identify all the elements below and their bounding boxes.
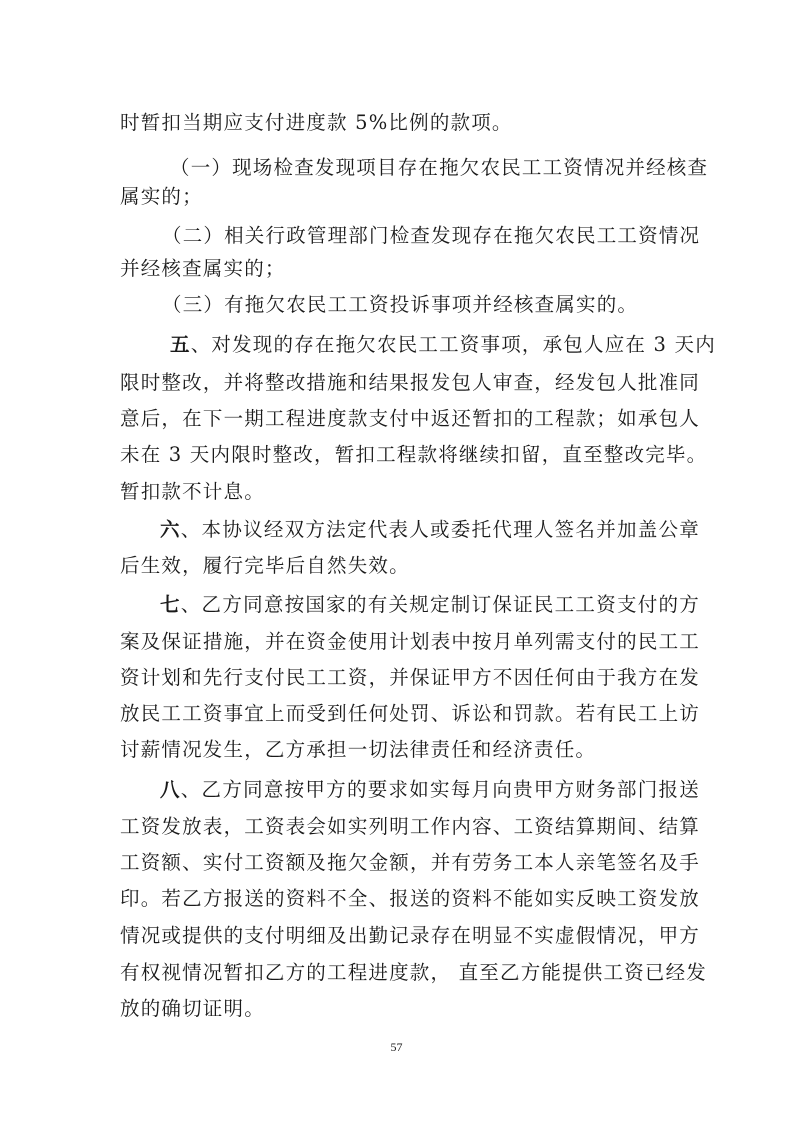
clause-five: 五、对发现的存在拖欠农民工工资事项，承包人应在 3 天内	[170, 333, 716, 356]
text-line: 未在 3 天内限时整改，暂扣工程款将继续扣留，直至整改完毕。	[120, 443, 708, 466]
text-line: 时暂扣当期应支付进度款 5%比例的款项。	[120, 111, 513, 134]
text-line: 情况或提供的支付明细及出勤记录存在明显不实虚假情况，甲方	[120, 924, 700, 947]
text-line: 案及保证措施，并在资金使用计划表中按月单列需支付的民工工	[120, 630, 700, 653]
clause-eight-heading: 八	[160, 778, 181, 801]
clause-five-heading: 五	[170, 333, 191, 356]
list-item-3: （三）有拖欠农民工工资投诉事项并经核查属实的。	[162, 293, 639, 316]
text-line: 工资发放表，工资表会如实列明工作内容、工资结算期间、结算	[120, 815, 700, 838]
text-line: 有权视情况暂扣乙方的工程进度款， 直至乙方能提供工资已经发	[120, 961, 707, 984]
list-item-1: （一）现场检查发现项目存在拖欠农民工工资情况并经核查	[170, 156, 709, 179]
list-item-2: （二）相关行政管理部门检查发现存在拖欠农民工工资情况	[162, 224, 701, 247]
text-line: 属实的；	[120, 185, 203, 208]
clause-seven-heading: 七	[160, 593, 181, 616]
clause-eight: 八、乙方同意按甲方的要求如实每月向贵甲方财务部门报送	[160, 778, 700, 801]
text-line: 工资额、实付工资额及拖欠金额，并有劳务工本人亲笔签名及手	[120, 851, 700, 874]
text-line: 后生效，履行完毕后自然失效。	[120, 554, 410, 577]
text-line: 印。若乙方报送的资料不全、报送的资料不能如实反映工资发放	[120, 887, 700, 910]
text-line: 放的确切证明。	[120, 997, 265, 1020]
text-line: 讨薪情况发生，乙方承担一切法律责任和经济责任。	[120, 738, 597, 761]
page-number: 57	[390, 1040, 403, 1054]
clause-six: 六、本协议经双方法定代表人或委托代理人签名并加盖公章	[160, 518, 700, 541]
text-line: 并经核查属实的；	[120, 257, 286, 280]
clause-six-heading: 六	[160, 518, 181, 541]
text-line: 资计划和先行支付民工工资，并保证甲方不因任何由于我方在发	[120, 666, 700, 689]
text-line: 限时整改，并将整改措施和结果报发包人审查，经发包人批准同	[120, 371, 700, 394]
text-line: 放民工工资事宜上而受到任何处罚、诉讼和罚款。若有民工上访	[120, 702, 700, 725]
text-line: 暂扣款不计息。	[120, 480, 265, 503]
clause-seven: 七、乙方同意按国家的有关规定制订保证民工工资支付的方	[160, 593, 700, 616]
text-line: 意后，在下一期工程进度款支付中返还暂扣的工程款；如承包人	[120, 407, 700, 430]
